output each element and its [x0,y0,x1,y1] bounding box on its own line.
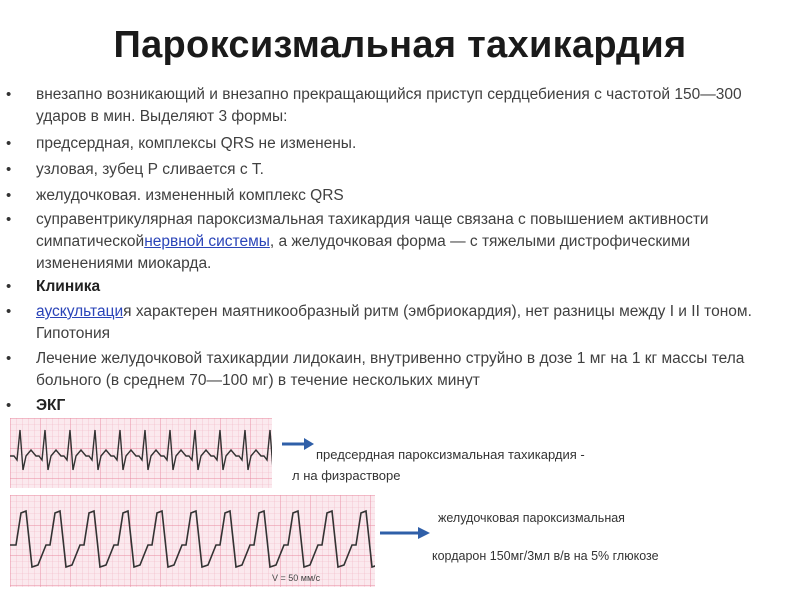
section-heading-ecg: ЭКГ [36,397,66,414]
bullet-marker: • [6,303,12,320]
bullet-marker: • [6,161,12,178]
bullet-text: предсердная, комплексы QRS не изменены. [36,135,357,152]
ecg-caption-ventricular: желудочковая пароксизмальная [438,511,625,525]
bullet-text: внезапно возникающий и внезапно прекращающийся приступ сердцебиения с частотой 150—300 ударов в мин. Выделяют 3 формы: [36,86,742,125]
bullet-text: узловая, зубец Р сливается с Т. [36,161,264,178]
bullet-marker: • [6,278,12,295]
ecg-caption-atrial: предсердная пароксизмальная тахикардия - [316,447,585,462]
auscultation-link[interactable]: аускультаци [36,303,124,320]
arrow-right-icon [380,525,430,541]
bullet-text: Лечение желудочковой тахикардии лидокаин, внутривенно струйно в дозе 1 мг на 1 кг массы тела больного (в среднем 70—100 мг) в течение нескольких минут [36,350,745,389]
ecg-caption-atrial-treatment: л на физрастворе [292,468,401,483]
bullet-text [36,209,786,275]
bullet-marker: • [6,86,12,103]
ecg-trace-atrial [10,418,272,488]
bullet-marker: • [6,135,12,152]
ecg-speed-label: V = 50 мм/с [272,573,321,583]
ecg-strip-atrial [10,418,272,488]
ecg-caption-ventricular-treatment: кордарон 150мг/3мл в/в на 5% глюкозе [432,549,659,563]
bullet-marker: • [6,397,12,414]
bullet-marker: • [6,187,12,204]
bullet-text: желудочковая. измененный комплекс QRS [36,187,344,204]
bullet-text-part: суправентрикулярная пароксизмальная тахикардия чаще связана с повышением активности симпатической [36,211,709,250]
bullet-marker: • [6,211,12,228]
section-heading-clinic: Клиника [36,278,101,295]
ecg-trace-ventricular [10,495,375,587]
page-title: Пароксизмальная тахикардия [113,24,687,66]
nervous-system-link[interactable]: нервной системы [144,233,270,250]
ecg-strip-ventricular [10,495,375,587]
bullet-text-part: я характерен маятникообразный ритм (эмбриокардия), нет разницы между I и II тоном. Гипотония [36,303,752,342]
arrow-right-icon [282,436,314,452]
bullet-text-part: , а желудочковая форма — с тяжелыми дистрофическими изменениями миокарда. [36,233,691,272]
bullet-text [36,301,786,345]
bullet-marker: • [6,350,12,367]
